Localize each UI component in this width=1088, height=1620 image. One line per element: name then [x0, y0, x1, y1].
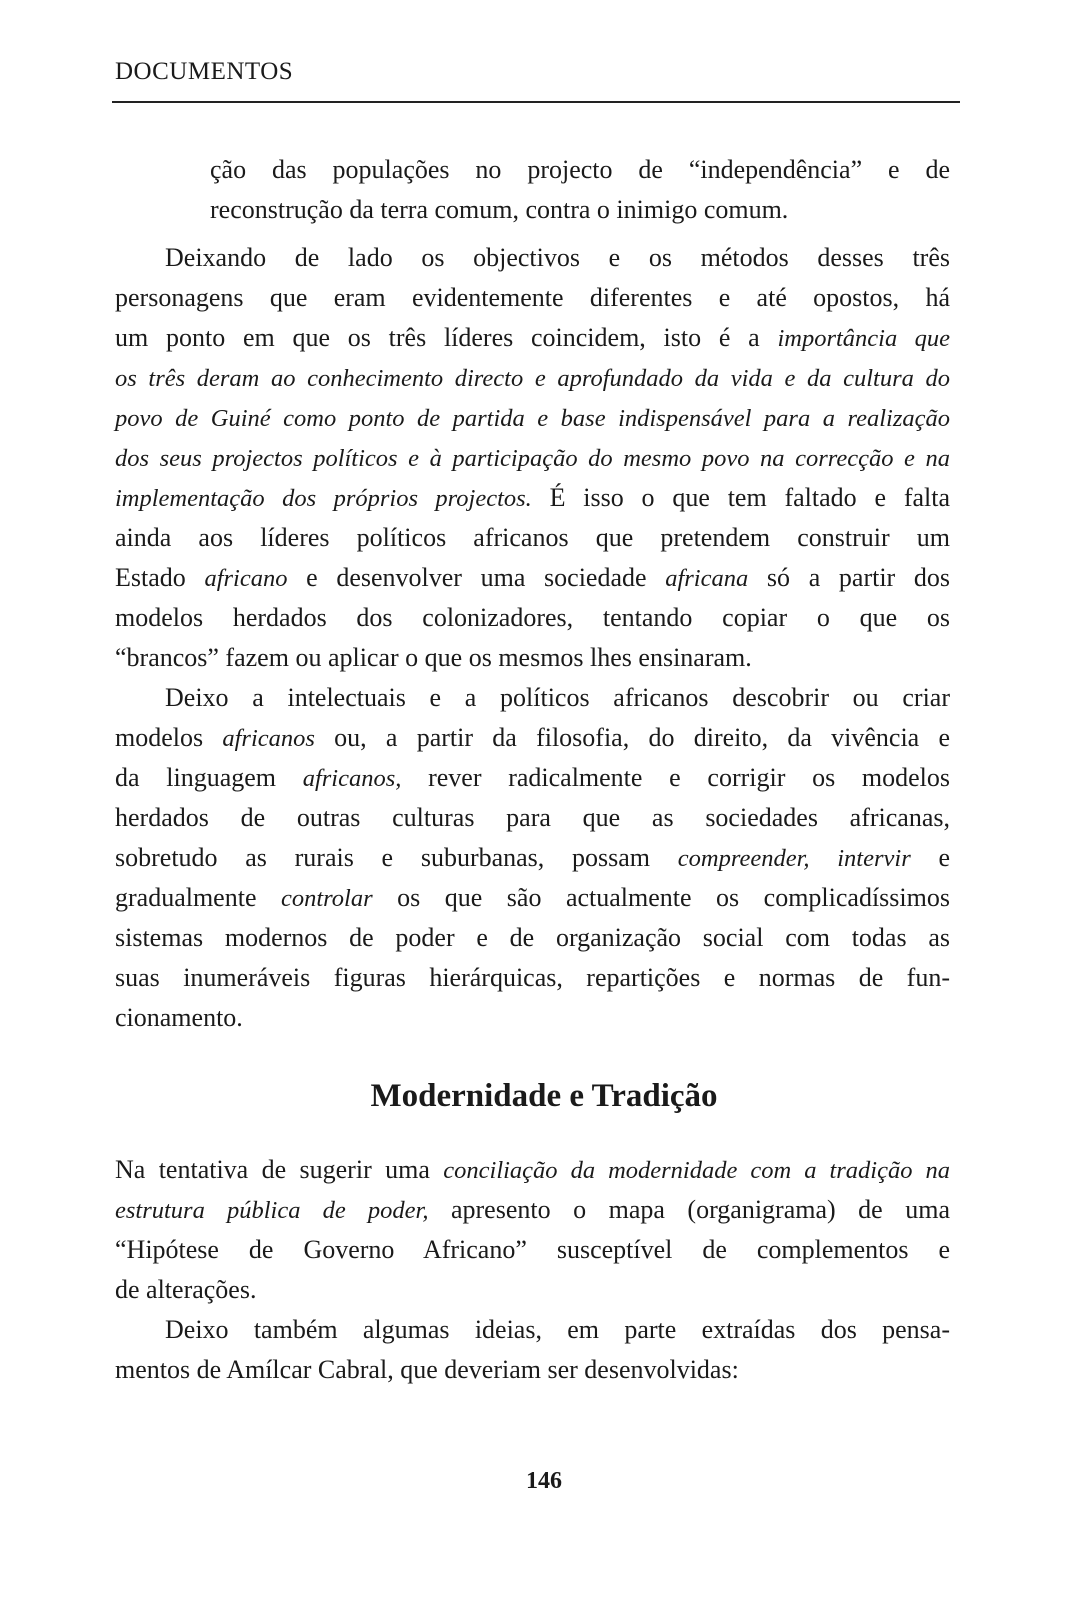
italic-segment: intervir: [837, 845, 911, 872]
header-rule: [112, 101, 960, 103]
text-segment: suas inumeráveis figuras hierárquicas, repartições e normas de fun-: [115, 963, 950, 992]
italic-segment: conciliação da modernidade com a tradição na: [443, 1157, 950, 1184]
text-segment: mentos de Amílcar Cabral, que deveriam ser desenvolvidas:: [115, 1355, 739, 1384]
italic-segment: importância que: [777, 325, 950, 352]
text-line: [115, 998, 950, 1038]
italic-segment: africanos,: [302, 765, 402, 792]
text-line: [115, 1230, 950, 1270]
text-segment: modelos herdados dos colonizadores, tentando copiar o que os: [115, 603, 950, 632]
text-line: [115, 1150, 950, 1190]
italic-segment: estrutura pública de poder,: [115, 1197, 429, 1224]
text-segment: cionamento.: [115, 1003, 243, 1032]
italic-segment: compreender,: [677, 845, 810, 872]
running-header: DOCUMENTOS: [115, 58, 294, 85]
text-segment: gradualmente: [115, 883, 281, 912]
text-segment: herdados de outras culturas para que as sociedades africanas,: [115, 803, 950, 832]
text-line: [115, 1270, 950, 1310]
text-line: [115, 278, 950, 318]
text-segment: os que são actualmente os complicadíssimos: [372, 883, 950, 912]
text-line: [115, 798, 950, 838]
text-line: [115, 478, 950, 518]
text-line: [115, 558, 950, 598]
text-line: [165, 678, 950, 718]
italic-segment: africanos: [222, 725, 315, 752]
text-line: [115, 758, 950, 798]
text-line: [115, 1190, 950, 1230]
text-line: [115, 878, 950, 918]
text-segment: e desenvolver uma sociedade: [287, 563, 666, 592]
text-segment: personagens que eram evidentemente diferentes e até opostos, há: [115, 283, 950, 312]
text-segment: É isso o que tem faltado e falta: [531, 483, 951, 512]
text-line: [210, 150, 950, 190]
text-segment: Deixo a intelectuais e a políticos africanos descobrir ou criar: [165, 683, 950, 712]
text-segment: Deixo também algumas ideias, em parte extraídas dos pensa-: [165, 1315, 950, 1344]
text-line: [115, 438, 950, 478]
text-segment: “brancos” fazem ou aplicar o que os mesmos lhes ensinaram.: [115, 643, 752, 672]
text-line: [115, 838, 950, 878]
italic-segment: africano: [204, 565, 288, 592]
italic-segment: povo de Guiné como ponto de partida e base indispensável para a realização: [115, 405, 950, 432]
text-line: [210, 190, 950, 230]
text-segment: Deixando de lado os objectivos e os métodos desses três: [165, 243, 950, 272]
text-segment: e: [910, 843, 951, 872]
text-segment: ção das populações no projecto de “independência” e de: [210, 155, 950, 184]
text-line: [115, 518, 950, 558]
text-segment: sistemas modernos de poder e de organização social com todas as: [115, 923, 950, 952]
text-segment: da linguagem: [115, 763, 303, 792]
text-segment: só a partir dos: [748, 563, 950, 592]
text-segment: [810, 843, 838, 872]
text-line: [115, 1350, 950, 1390]
text-line: [115, 398, 950, 438]
text-line: [115, 598, 950, 638]
text-line: [115, 358, 950, 398]
text-line: [115, 918, 950, 958]
text-segment: reconstrução da terra comum, contra o inimigo comum.: [210, 195, 789, 224]
text-line: [115, 958, 950, 998]
text-line: [165, 238, 950, 278]
text-line: [165, 1310, 950, 1350]
italic-segment: dos seus projectos políticos e à participação do mesmo povo na correcção e na: [115, 445, 950, 472]
text-segment: ou, a partir da filosofia, do direito, da vivência e: [314, 723, 950, 752]
page-number: 146: [526, 1468, 562, 1494]
text-segment: rever radicalmente e corrigir os modelos: [401, 763, 950, 792]
text-line: [115, 638, 950, 678]
text-segment: Estado: [115, 563, 205, 592]
italic-segment: implementação dos próprios projectos.: [115, 485, 532, 512]
text-line: [115, 718, 950, 758]
section-heading: Modernidade e Tradição: [370, 1078, 718, 1114]
italic-segment: os três deram ao conhecimento directo e aprofundado da vida e da cultura do: [115, 365, 950, 392]
text-segment: Na tentativa de sugerir uma: [115, 1155, 444, 1184]
text-segment: um ponto em que os três líderes coincidem, isto é a: [115, 323, 778, 352]
text-segment: de alterações.: [115, 1275, 257, 1304]
italic-segment: africana: [665, 565, 749, 592]
text-segment: sobretudo as rurais e suburbanas, possam: [115, 843, 678, 872]
text-segment: “Hipótese de Governo Africano” susceptível de complementos e: [115, 1235, 950, 1264]
text-segment: modelos: [115, 723, 223, 752]
text-line: [115, 318, 950, 358]
text-segment: apresento o mapa (organigrama) de uma: [428, 1195, 950, 1224]
italic-segment: controlar: [281, 885, 373, 912]
text-segment: ainda aos líderes políticos africanos que pretendem construir um: [115, 523, 950, 552]
